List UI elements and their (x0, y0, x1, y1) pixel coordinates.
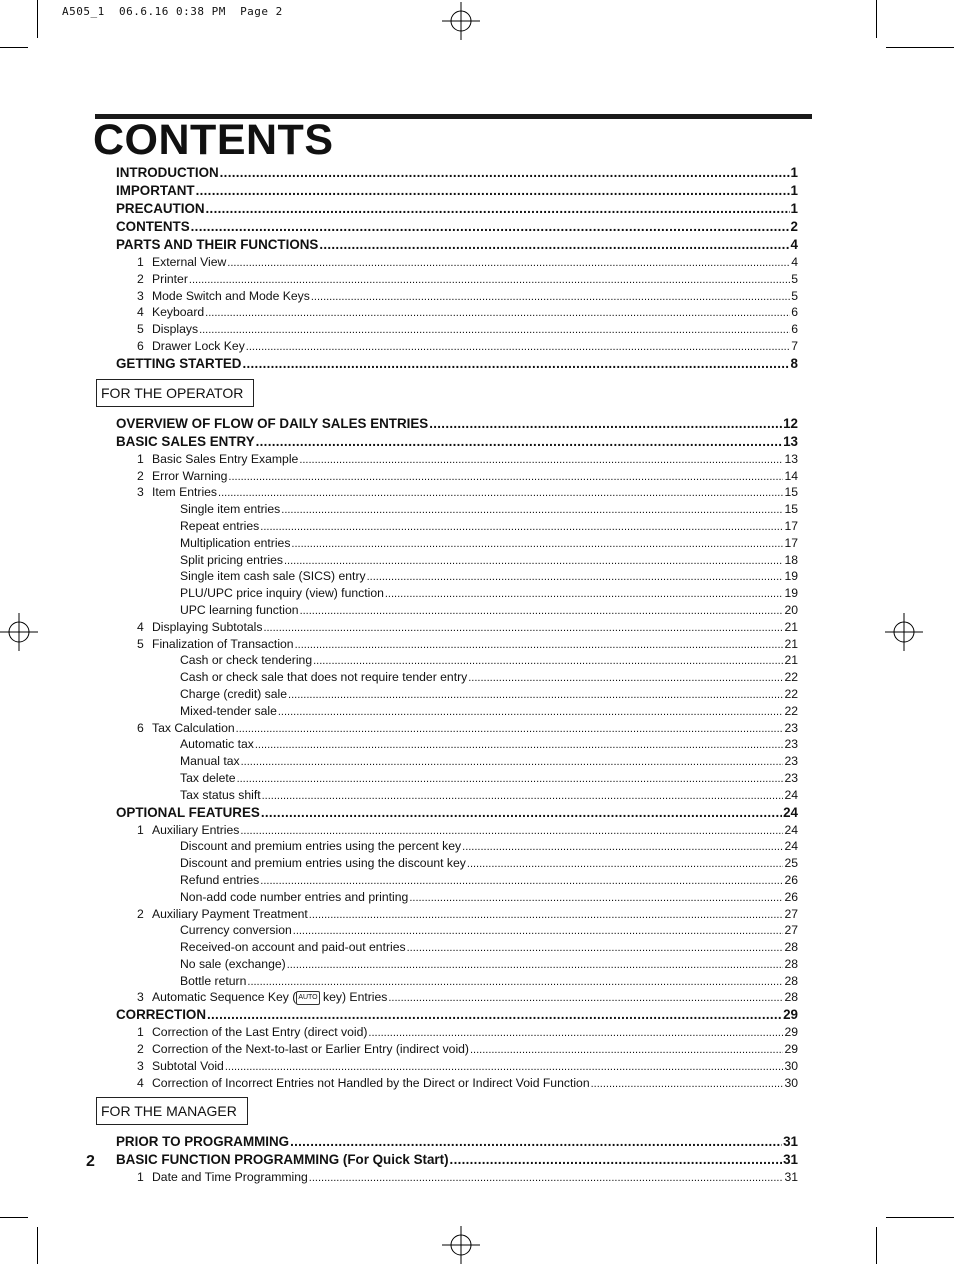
toc-entry[interactable] (116, 1169, 798, 1186)
toc-entry-title: 2 Auxiliary Payment Treatment (137, 906, 308, 921)
toc-entry[interactable] (116, 720, 798, 737)
toc-entry[interactable] (116, 535, 798, 552)
dot-leader (237, 770, 784, 787)
toc-entry-page: 19 (784, 586, 798, 601)
toc-entry-page: 31 (783, 1134, 798, 1150)
toc-entry[interactable] (116, 468, 798, 485)
dot-leader (206, 200, 790, 218)
toc-entry-title: IMPORTANT (116, 183, 195, 198)
toc-entry-title: PRECAUTION (116, 201, 205, 216)
toc-entry[interactable] (116, 669, 798, 686)
toc-entry-number: 3 (137, 990, 144, 1005)
crop-mark (886, 47, 954, 48)
toc-entry-title: Cash or check tendering (180, 653, 313, 668)
auto-key-icon: AUTO (296, 991, 319, 1005)
toc-entry[interactable] (116, 906, 798, 923)
dot-leader (291, 535, 783, 552)
toc-entry[interactable] (116, 1024, 798, 1041)
toc-entry[interactable] (116, 989, 798, 1006)
dot-leader (300, 602, 784, 619)
toc-entry-title: PRIOR TO PROGRAMMING (116, 1134, 290, 1150)
dot-leader (205, 304, 790, 321)
dot-leader (227, 254, 790, 271)
toc-entry-page: 24 (783, 804, 798, 820)
toc-entry-title: Currency conversion (180, 923, 292, 938)
toc-entry-title: Charge (credit) sale (180, 686, 288, 701)
dot-leader (199, 321, 790, 338)
toc-entry-page: 13 (784, 451, 798, 466)
toc-entry-title: Manual tax (180, 754, 240, 769)
toc-entry[interactable] (116, 652, 798, 669)
toc-entry[interactable] (116, 973, 798, 990)
toc-entry[interactable] (116, 889, 798, 906)
toc-entry-page: 31 (783, 1152, 798, 1168)
dot-leader (261, 804, 782, 822)
toc-entry-page: 1 (790, 201, 798, 216)
toc-entry-title: GETTING STARTED (116, 355, 242, 371)
toc-entry-page: 4 (790, 237, 798, 252)
registration-mark-icon (442, 2, 480, 40)
dot-leader (467, 855, 784, 872)
toc-entry-page: 2 (790, 219, 798, 234)
toc-entry[interactable] (116, 501, 798, 518)
toc-entry-title: 6 Drawer Lock Key (137, 338, 245, 353)
toc-entry-page: 22 (784, 670, 798, 685)
dot-leader (295, 636, 784, 653)
toc-entry-page: 23 (784, 720, 798, 735)
toc-entry-title: Discount and premium entries using the percent key (180, 839, 462, 854)
toc-entry-title: 4 Keyboard (137, 305, 205, 320)
toc-entry[interactable] (116, 636, 798, 653)
toc-entry-title: Tax status shift (180, 787, 261, 802)
toc-entry-title: 4 Displaying Subtotals (137, 619, 263, 634)
dot-leader (191, 218, 790, 236)
dot-leader (311, 288, 790, 305)
dot-leader (256, 433, 782, 451)
toc-entry-number: 1 (137, 1170, 144, 1185)
toc-entry-number: 2 (137, 468, 144, 483)
dot-leader (247, 973, 783, 990)
dot-leader (290, 1133, 782, 1151)
toc-entry-number: 2 (137, 906, 144, 921)
dot-leader (288, 686, 783, 703)
toc-entry-page: 20 (784, 602, 798, 617)
toc-entry-page: 21 (784, 636, 798, 651)
toc-entry-page: 26 (784, 872, 798, 887)
dot-leader (591, 1075, 784, 1092)
toc-entry-page: 26 (784, 889, 798, 904)
toc-entry[interactable] (116, 822, 798, 839)
toc-entry-title: Tax delete (180, 770, 236, 785)
toc-entry-number: 3 (137, 485, 144, 500)
toc-entry-page: 7 (791, 338, 798, 353)
toc-entry-title: Discount and premium entries using the discount key (180, 856, 466, 871)
toc-entry-title: OVERVIEW OF FLOW OF DAILY SALES ENTRIES (116, 415, 429, 431)
toc-entry-page: 29 (783, 1007, 798, 1023)
crop-mark (0, 1217, 28, 1218)
toc-entry[interactable] (116, 451, 798, 468)
toc-entry-title: BASIC SALES ENTRY (116, 433, 255, 449)
registration-mark-icon (885, 613, 923, 651)
dot-leader (462, 838, 783, 855)
toc-entry-title: 2 Correction of the Next-to-last or Earlier Entry (indirect void) (137, 1042, 469, 1057)
section-header (101, 379, 798, 407)
toc-entry[interactable] (116, 922, 798, 939)
toc-entry[interactable] (116, 838, 798, 855)
toc-entry-page: 6 (791, 322, 798, 337)
toc-entry-title: 1 Date and Time Programming (137, 1170, 308, 1185)
toc-entry-number: 4 (137, 1075, 144, 1090)
toc-entry-page: 23 (784, 770, 798, 785)
toc-entry[interactable] (116, 355, 798, 373)
dot-leader (262, 787, 784, 804)
toc-entry-number: 2 (137, 271, 144, 286)
toc-entry[interactable] (116, 1041, 798, 1058)
toc-entry[interactable] (116, 872, 798, 889)
toc-entry[interactable] (116, 484, 798, 501)
dot-leader (218, 484, 783, 501)
dot-leader (241, 753, 784, 770)
section-label: FOR THE MANAGER (96, 1097, 248, 1125)
toc-entry-page: 23 (784, 754, 798, 769)
toc-entry-title: Cash or check sale that does not require tender entry (180, 670, 468, 685)
toc-entry-title: Repeat entries (180, 518, 260, 533)
crop-mark (0, 47, 28, 48)
dot-leader (309, 1169, 784, 1186)
toc-entry[interactable] (116, 770, 798, 787)
toc-entry-title: Refund entries (180, 872, 260, 887)
toc-entry-number: 1 (137, 451, 144, 466)
page-number: 2 (86, 1153, 95, 1170)
toc-entry-title: 1 Basic Sales Entry Example (137, 451, 299, 466)
toc-entry-page: 29 (784, 1025, 798, 1040)
dot-leader (284, 552, 783, 569)
toc-entry-page: 6 (791, 305, 798, 320)
toc-entry-page: 15 (784, 485, 798, 500)
crop-mark (876, 0, 877, 38)
toc-entry-page: 28 (784, 940, 798, 955)
toc-entry-number: 2 (137, 1042, 144, 1057)
toc-entry-page: 28 (784, 956, 798, 971)
toc-entry-title: PARTS AND THEIR FUNCTIONS (116, 237, 319, 252)
toc-entry-title: OPTIONAL FEATURES (116, 804, 260, 820)
section-header (101, 1097, 798, 1125)
toc-entry-title: 2 Error Warning (137, 468, 228, 483)
toc-entry-title: 3 Item Entries (137, 485, 218, 500)
registration-mark-icon (442, 1226, 480, 1264)
toc-entry-title: INTRODUCTION (116, 165, 219, 180)
toc-entry-title: Single item cash sale (SICS) entry (180, 569, 366, 584)
dot-leader (260, 518, 783, 535)
toc-entry[interactable] (116, 200, 798, 218)
dot-leader (470, 1041, 783, 1058)
toc-entry[interactable] (116, 218, 798, 236)
toc-entry[interactable] (116, 415, 798, 433)
toc-entry[interactable] (116, 703, 798, 720)
toc-entry-page: 24 (784, 787, 798, 802)
dot-leader (207, 1006, 782, 1024)
toc-entry[interactable] (116, 686, 798, 703)
toc-entry-page: 30 (784, 1075, 798, 1090)
toc-entry[interactable] (116, 1058, 798, 1075)
dot-leader (225, 1058, 784, 1075)
toc-entry[interactable] (116, 1006, 798, 1024)
toc-entry-number: 5 (137, 636, 144, 651)
dot-leader (278, 703, 784, 720)
toc-entry-page: 1 (790, 165, 798, 180)
toc-entry-title: 5 Displays (137, 322, 199, 337)
dot-leader (409, 889, 783, 906)
toc-entry-page: 25 (784, 856, 798, 871)
toc-entry-page: 23 (784, 737, 798, 752)
toc-entry-title: 4 Correction of Incorrect Entries not Handled by the Direct or Indirect Void Function (137, 1075, 590, 1090)
registration-mark-icon (0, 613, 38, 651)
print-slug: A505_1 06.6.16 0:38 PM Page 2 (62, 5, 283, 18)
toc-entry-page: 31 (784, 1170, 798, 1185)
dot-leader (287, 956, 784, 973)
dot-leader (242, 355, 789, 373)
toc-entry-title: UPC learning function (180, 602, 299, 617)
toc-entry-page: 24 (784, 822, 798, 837)
toc-entry[interactable] (116, 585, 798, 602)
toc-entry[interactable] (116, 939, 798, 956)
toc-entry-page: 28 (784, 973, 798, 988)
toc-entry[interactable] (116, 518, 798, 535)
dot-leader (220, 164, 790, 182)
toc-entry-page: 5 (791, 271, 798, 286)
toc-entry-title: BASIC FUNCTION PROGRAMMING (For Quick Start) (116, 1152, 449, 1168)
toc-entry-title: Multiplication entries (180, 535, 291, 550)
dot-leader (407, 939, 784, 956)
dot-leader (260, 872, 783, 889)
toc-entry-title: Non-add code number entries and printing (180, 889, 409, 904)
toc-entry-title: 3 Subtotal Void (137, 1058, 224, 1073)
toc-entry[interactable] (116, 568, 798, 585)
toc-entry[interactable] (116, 1133, 798, 1151)
toc-entry-number: 3 (137, 288, 144, 303)
toc-entry-number: 6 (137, 720, 144, 735)
dot-leader (196, 182, 790, 200)
dot-leader (236, 720, 784, 737)
dot-leader (388, 989, 783, 1006)
toc-entry[interactable] (116, 271, 798, 288)
crop-mark (37, 0, 38, 38)
toc-entry-page: 8 (790, 355, 798, 371)
toc-entry-number: 3 (137, 1058, 144, 1073)
toc-entry-number: 6 (137, 338, 144, 353)
dot-leader (246, 338, 790, 355)
toc-entry-title: No sale (exchange) (180, 956, 286, 971)
crop-mark (37, 1227, 38, 1264)
toc-entry-page: 24 (784, 839, 798, 854)
toc-entry-page: 15 (784, 502, 798, 517)
toc-entry-title: 3 Automatic Sequence Key ( AUTO key) Entries (137, 990, 388, 1005)
toc-entry-page: 22 (784, 686, 798, 701)
dot-leader (368, 1024, 783, 1041)
dot-leader (367, 568, 784, 585)
dot-leader (385, 585, 784, 602)
toc-entry-title: Bottle return (180, 973, 247, 988)
toc-entry[interactable] (116, 753, 798, 770)
toc-entry-page: 21 (784, 653, 798, 668)
toc-entry-page: 1 (790, 183, 798, 198)
toc-entry-title: CONTENTS (116, 219, 190, 234)
toc-entry[interactable] (116, 855, 798, 872)
toc-entry[interactable] (116, 602, 798, 619)
toc-entry-page: 13 (783, 433, 798, 449)
toc-entry[interactable] (116, 804, 798, 822)
toc-entry-number: 1 (137, 822, 144, 837)
dot-leader (255, 736, 784, 753)
toc-entry-title: 1 Auxiliary Entries (137, 822, 240, 837)
toc-entry-title: Mixed-tender sale (180, 703, 277, 718)
toc-entry[interactable] (116, 182, 798, 200)
toc-entry[interactable] (116, 254, 798, 271)
toc-entry[interactable] (116, 619, 798, 636)
toc-entry[interactable] (116, 304, 798, 321)
dot-leader (228, 468, 783, 485)
toc-entry-title: 6 Tax Calculation (137, 720, 235, 735)
dot-leader (281, 501, 783, 518)
toc-entry-page: 17 (784, 535, 798, 550)
toc-entry-page: 28 (784, 990, 798, 1005)
toc-entry-title: 2 Printer (137, 271, 188, 286)
toc-entry[interactable] (116, 1075, 798, 1092)
toc-entry[interactable] (116, 321, 798, 338)
crop-mark (886, 1217, 954, 1218)
dot-leader (429, 415, 782, 433)
toc-entry[interactable] (116, 552, 798, 569)
section-label: FOR THE OPERATOR (96, 379, 254, 407)
toc-entry-title: PLU/UPC price inquiry (view) function (180, 586, 384, 601)
toc-entry-page: 27 (784, 923, 798, 938)
toc-entry-number: 4 (137, 619, 144, 634)
page-title: CONTENTS (93, 116, 334, 164)
dot-leader (468, 669, 783, 686)
toc-entry-page: 12 (783, 415, 798, 431)
toc-entry-page: 4 (791, 255, 798, 269)
dot-leader (293, 922, 784, 939)
toc-entry-number: 5 (137, 322, 144, 337)
toc-entry-number: 1 (137, 1025, 144, 1040)
toc-entry[interactable] (116, 236, 798, 254)
toc-entry[interactable] (116, 787, 798, 804)
toc-entry-title: Single item entries (180, 502, 281, 517)
dot-leader (189, 271, 790, 288)
toc-entry[interactable] (116, 288, 798, 305)
toc-entry-title: CORRECTION (116, 1007, 207, 1023)
crop-mark (876, 1227, 877, 1264)
toc-entry-title: Received-on account and paid-out entries (180, 940, 406, 955)
dot-leader (240, 822, 783, 839)
toc-entry-page: 27 (784, 906, 798, 921)
dot-leader (319, 236, 789, 254)
toc-entry-page: 22 (784, 703, 798, 718)
table-of-contents (101, 164, 798, 1186)
toc-entry-title: 1 External View (137, 255, 227, 269)
toc-entry-number: 1 (137, 255, 144, 269)
toc-entry-page: 5 (791, 288, 798, 303)
toc-entry[interactable] (116, 1151, 798, 1169)
toc-entry[interactable] (116, 736, 798, 753)
toc-entry-title: Automatic tax (180, 737, 254, 752)
toc-entry-page: 14 (784, 468, 798, 483)
toc-entry-page: 30 (784, 1058, 798, 1073)
dot-leader (263, 619, 783, 636)
toc-entry-title: 1 Correction of the Last Entry (direct void) (137, 1025, 368, 1040)
toc-entry-title: Split pricing entries (180, 552, 283, 567)
dot-leader (313, 652, 783, 669)
toc-entry[interactable] (116, 164, 798, 182)
dot-leader (309, 906, 784, 923)
dot-leader (450, 1151, 783, 1169)
toc-entry-page: 17 (784, 518, 798, 533)
toc-entry-page: 21 (784, 619, 798, 634)
toc-entry[interactable] (116, 956, 798, 973)
dot-leader (299, 451, 783, 468)
toc-entry-title: 5 Finalization of Transaction (137, 636, 294, 651)
toc-entry-page: 18 (784, 552, 798, 567)
toc-entry-page: 19 (784, 569, 798, 584)
toc-entry-title: 3 Mode Switch and Mode Keys (137, 288, 310, 303)
toc-entry-page: 29 (784, 1042, 798, 1057)
toc-entry[interactable] (116, 433, 798, 451)
toc-entry[interactable] (116, 338, 798, 355)
toc-entry-number: 4 (137, 305, 144, 320)
